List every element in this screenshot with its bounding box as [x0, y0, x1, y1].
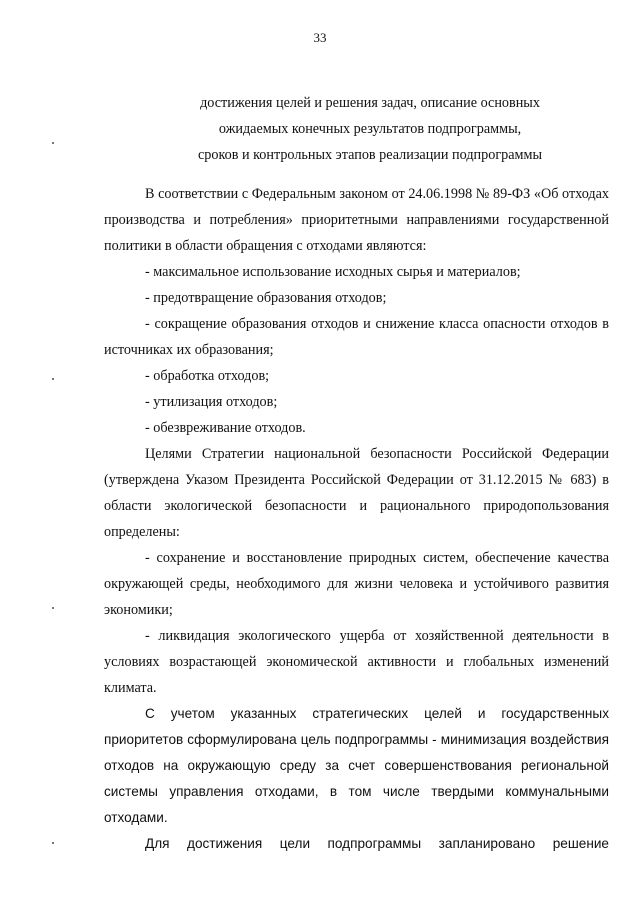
scan-speck	[52, 607, 54, 609]
list-item-prevention: - предотвращение образования отходов;	[145, 290, 387, 306]
document-body	[104, 181, 609, 857]
list-item-liquidation: - ликвидация экологического ущерба от хозяйственной деятельности в условиях возрастающей экономической активности и глобальных изменений климата.	[104, 628, 609, 696]
scan-speck	[52, 842, 54, 844]
list-item-neutralization: - обезвреживание отходов.	[145, 420, 306, 436]
scan-speck	[52, 378, 54, 380]
heading-line-3: сроков и контрольных этапов реализации подпрограммы	[197, 147, 543, 163]
section-heading	[100, 90, 640, 168]
list-item-raw-materials: - максимальное использование исходных сырья и материалов;	[145, 264, 521, 280]
list-item-utilization: - утилизация отходов;	[145, 394, 278, 410]
list-item-preservation: - сохранение и восстановление природных систем, обеспечение качества окружающей среды, необходимого для жизни человека и устойчивого развития экономики;	[104, 550, 609, 618]
heading-line-1: достижения целей и решения задач, описание основных	[200, 95, 540, 111]
paragraph-subprogram-goal: С учетом указанных стратегических целей и государственных приоритетов сформулирована цель подпрограммы - минимизация воздействия отходов на окружающую среду за счет совершенствования региональной системы управления отходами, в том числе твердыми коммунальными отходами.	[104, 706, 609, 825]
heading-line-2: ожидаемых конечных результатов подпрограммы,	[218, 121, 522, 137]
list-item-reduction: - сокращение образования отходов и снижение класса опасности отходов в источниках их образования;	[104, 316, 609, 358]
page-number: 33	[313, 30, 327, 45]
paragraph-law-reference: В соответствии с Федеральным законом от 24.06.1998 № 89-ФЗ «Об отходах производства и потребления» приоритетными направлениями государственной политики в области обращения с отходами являются:	[104, 186, 609, 254]
scan-speck	[52, 142, 54, 144]
paragraph-strategy-goals: Целями Стратегии национальной безопасности Российской Федерации (утверждена Указом Президента Российской Федерации от 31.12.2015 № 683) в области экологической безопасности и рационального природопользования определены:	[104, 446, 609, 540]
paragraph-achievement: Для достижения цели подпрограммы запланировано решение	[145, 836, 609, 851]
list-item-processing: - обработка отходов;	[145, 368, 270, 384]
